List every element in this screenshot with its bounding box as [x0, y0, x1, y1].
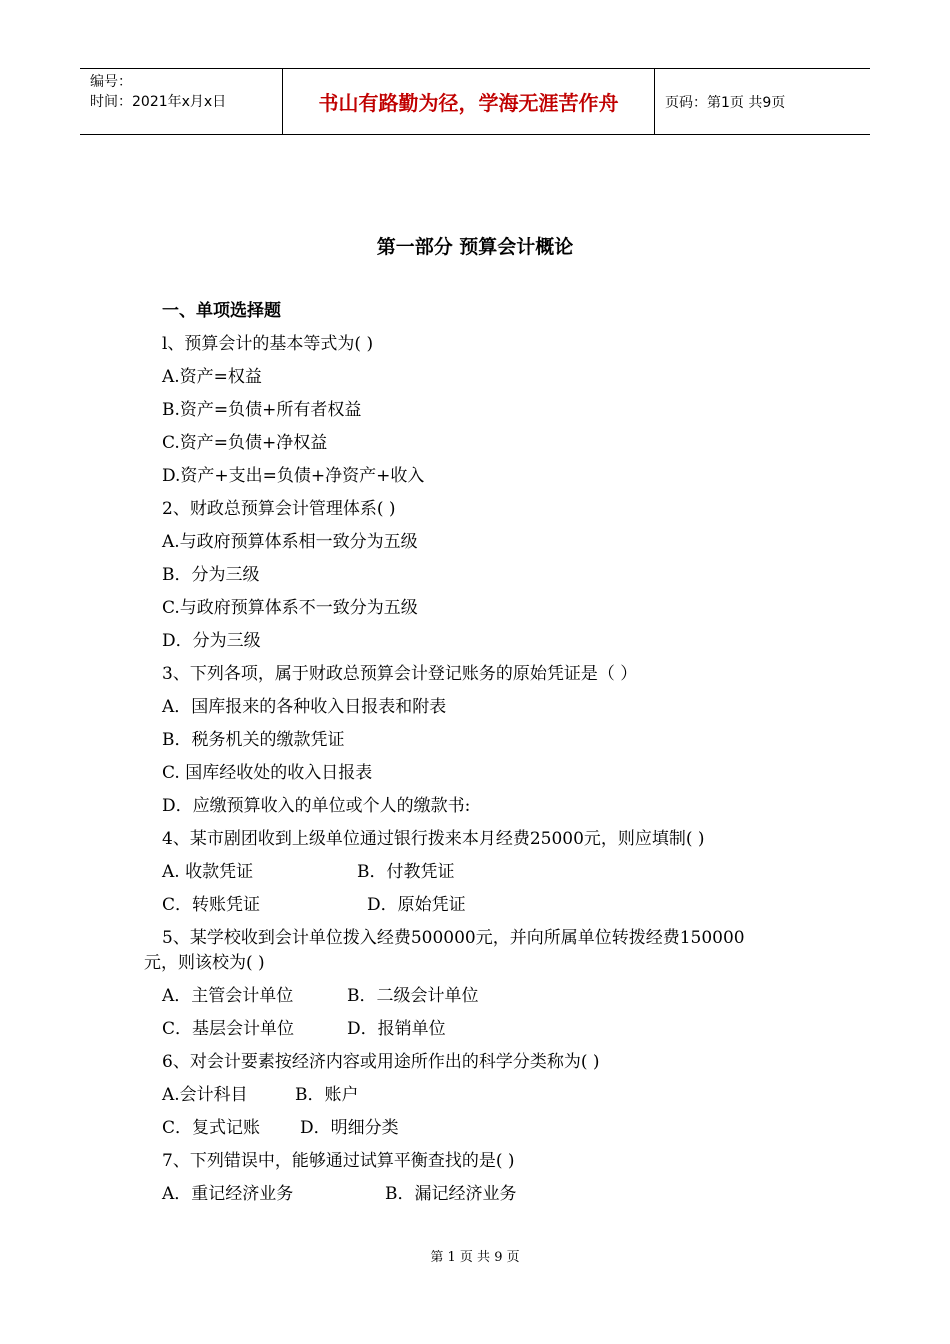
q5-stem-line1: 5、某学校收到会计单位拨入经费500000元，并向所属单位转拨经费150000: [162, 928, 745, 948]
q6-stem: 6、对会计要素按经济内容或用途所作出的科学分类称为( ): [162, 1052, 600, 1072]
q5-option-d: D．报销单位: [347, 1019, 446, 1039]
q4-stem: 4、某市剧团收到上级单位通过银行拨来本月经费25000元，则应填制( ): [162, 829, 705, 849]
q1-stem: l、预算会计的基本等式为( ): [162, 334, 374, 354]
section-title: 一、单项选择题: [162, 301, 281, 321]
header-motto: 书山有路勤为径，学海无涯苦作舟: [318, 91, 619, 115]
q5-option-b: B．二级会计单位: [347, 986, 479, 1006]
q7-option-a: A．重记经济业务: [162, 1184, 294, 1204]
header-meta: [80, 69, 282, 134]
q1-option-a: A.资产=权益: [162, 367, 262, 387]
q6-option-d: D．明细分类: [300, 1118, 399, 1138]
q6-option-a: A.会计科目: [162, 1085, 248, 1105]
q3-stem: 3、下列各项，属于财政总预算会计登记账务的原始凭证是（ ）: [162, 664, 638, 684]
q3-option-c: C. 国库经收处的收入日报表: [162, 763, 373, 783]
q1-option-d: D.资产+支出=负债+净资产+收入: [162, 466, 425, 486]
q6-option-c: C．复式记账: [162, 1118, 261, 1138]
q4-option-c: C．转账凭证: [162, 895, 261, 915]
q4-option-b: B．付教凭证: [357, 862, 455, 882]
q5-option-a: A．主管会计单位: [162, 986, 294, 1006]
q3-option-a: A．国库报来的各种收入日报表和附表: [162, 697, 447, 717]
q2-stem: 2、财政总预算会计管理体系( ): [162, 499, 396, 519]
number-label: 编号：: [90, 74, 132, 90]
q5-stem-line2: 元，则该校为( ): [144, 953, 265, 973]
q1-option-b: B.资产=负债+所有者权益: [162, 400, 362, 420]
q6-option-b: B．账户: [295, 1085, 359, 1105]
q1-option-c: C.资产=负债+净权益: [162, 433, 328, 453]
q2-option-a: A.与政府预算体系相一致分为五级: [162, 532, 418, 552]
q4-option-a: A. 收款凭证: [162, 862, 254, 882]
q3-option-d: D．应缴预算收入的单位或个人的缴款书:: [162, 796, 471, 816]
q3-option-b: B．税务机关的缴款凭证: [162, 730, 345, 750]
q7-stem: 7、下列错误中，能够通过试算平衡查找的是( ): [162, 1151, 515, 1171]
q5-option-c: C．基层会计单位: [162, 1019, 295, 1039]
page-footer: 第 1 页 共 9 页: [430, 1250, 520, 1265]
q2-option-b: B．分为三级: [162, 565, 260, 585]
header-motto-cell: [282, 69, 655, 134]
q2-option-c: C.与政府预算体系不一致分为五级: [162, 598, 418, 618]
header-page-info: 页码：第1页 共9页: [665, 94, 786, 111]
q4-option-d: D．原始凭证: [367, 895, 466, 915]
time-label: 时间：2021年x月x日: [90, 94, 227, 110]
q7-option-b: B．漏记经济业务: [385, 1184, 517, 1204]
page-title: 第一部分 预算会计概论: [376, 236, 574, 258]
document-header: [80, 68, 870, 135]
q2-option-d: D．分为三级: [162, 631, 261, 651]
